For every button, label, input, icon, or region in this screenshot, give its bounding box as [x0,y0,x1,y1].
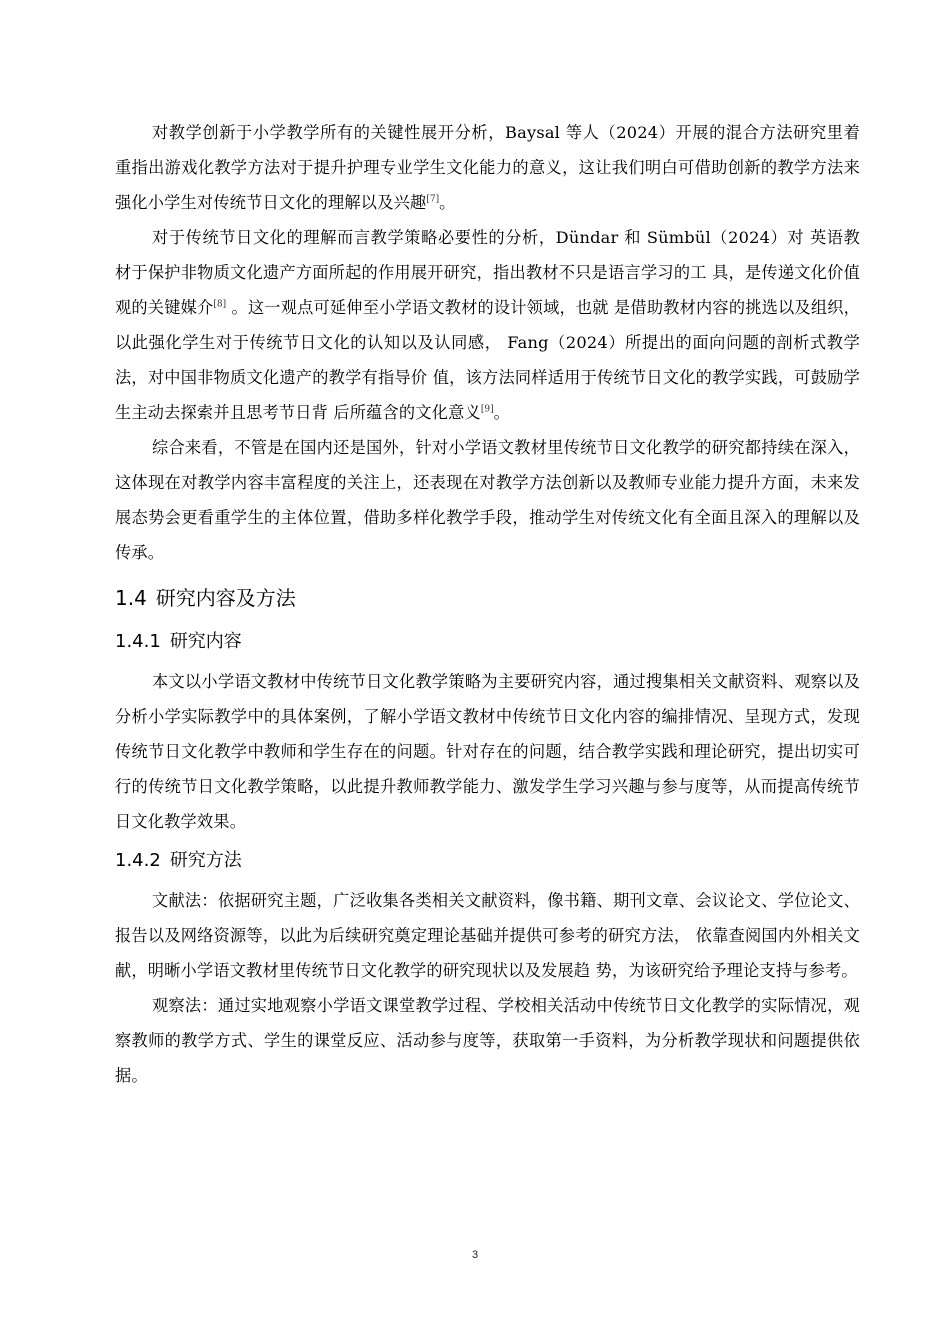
citation-8: [8] [213,299,227,310]
paragraph-text: 文献法：依据研究主题，广泛收集各类相关文献资料，像书籍、期刊文章、会议论文、学位论文、报告以及网络资源等，以此为后续研究奠定理论基础并提供可参考的研究方法， 依靠查阅国内外相关文献，明晰小学语文教材里传统节日文化教学的研究现状以及发展趋 势，为该研究给予理论支持与参考。 [115,891,860,980]
paragraph-dundar [115,220,860,430]
citation-9: [9] [480,404,494,415]
paragraph-observation-method [115,988,860,1093]
paragraph-research-content [115,664,860,839]
page-number: 3 [471,1249,479,1261]
paragraph-literature-method [115,883,860,988]
paragraph-tail: 。 [493,403,511,422]
paragraph-text-continued: 。这一观点可延伸至小学语文教材的设计领域，也就 是借助教材内容的挑选以及组织，以此强化学生对于传统节日文化的认知以及认同感， Fang（2024）所提出的面向问题的剖析式教学法，对中国非物质文化遗产的教学有指导价 值，该方法同样适用于传统节日文化的教学实践，可鼓励学生主动去探索并且思考节日背 后所蕴含的文化意义 [115,298,861,422]
paragraph-text: 观察法：通过实地观察小学语文课堂教学过程、学校相关活动中传统节日文化教学的实际情况，观察教师的教学方式、学生的课堂反应、活动参与度等，获取第一手资料，为分析教学现状和问题提供依据。 [115,996,860,1085]
subsection-heading-1-4-1 [115,620,860,664]
page-body [115,115,860,1093]
paragraph-tail: 。 [439,193,456,212]
paragraph-summary [115,430,860,570]
subsection-number: 1.4.2 [115,850,161,871]
subsection-heading-1-4-2 [115,839,860,883]
subsection-title: 研究方法 [169,850,242,871]
paragraph-text: 对于传统节日文化的理解而言教学策略必要性的分析，Dündar 和 Sümbül（2024）对 英语教材于保护非物质文化遗产方面所起的作用展开研究，指出教材不只是语言学习的工 具，是传递文化价值观的关键媒介 [115,228,860,317]
paragraph-baysal [115,115,860,220]
subsection-number: 1.4.1 [115,631,161,652]
section-heading-1-4 [115,576,860,620]
section-title: 研究内容及方法 [155,586,296,610]
section-number: 1.4 [115,586,147,610]
subsection-title: 研究内容 [169,631,242,652]
paragraph-text: 对教学创新于小学教学所有的关键性展开分析，Baysal 等人（2024）开展的混合方法研究里着重指出游戏化教学方法对于提升护理专业学生文化能力的意义，这让我们明白可借助创新的教学方法来强化小学生对传统节日文化的理解以及兴趣 [115,123,860,212]
paragraph-text: 本文以小学语文教材中传统节日文化教学策略为主要研究内容，通过搜集相关文献资料、观察以及分析小学实际教学中的具体案例，了解小学语文教材中传统节日文化内容的编排情况、呈现方式，发现传统节日文化教学中教师和学生存在的问题。针对存在的问题，结合教学实践和理论研究，提出切实可行的传统节日文化教学策略，以此提升教师教学能力、激发学生学习兴趣与参与度等，从而提高传统节日文化教学效果。 [115,672,860,831]
citation-7: [7] [426,194,440,205]
paragraph-text: 综合来看，不管是在国内还是国外，针对小学语文教材里传统节日文化教学的研究都持续在深入，这体现在对教学内容丰富程度的关注上，还表现在对教学方法创新以及教师专业能力提升方面，未来发展态势会更看重学生的主体位置，借助多样化教学手段，推动学生对传统文化有全面且深入的理解以及传承。 [115,438,860,562]
